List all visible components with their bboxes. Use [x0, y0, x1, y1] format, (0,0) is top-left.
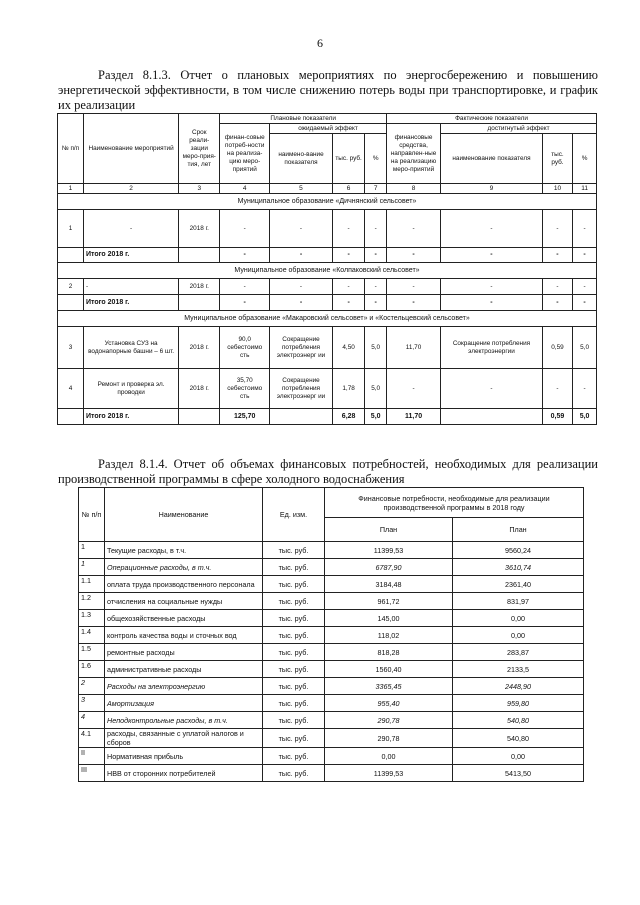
table-row: 3 Установка СУЗ на водонапорные башни – 6 шт. 2018 г. 90,0 себестоимо сть Сокращение потребления электроэнерг ии 4,50 5,0 11,70 Сокращение потребления электроэнергии 0,59 5,0 — [58, 327, 597, 369]
col-fin-plan: финан-совые потреб-ности на реализа-цию меро-приятий — [220, 124, 270, 184]
cell-n: 1.3 — [79, 610, 105, 627]
total-row: Итого 2018 г. - - - - - - - - — [58, 295, 597, 311]
table-row — [79, 695, 584, 712]
cell-unit: тыс. руб. — [263, 610, 325, 627]
idx-cell: 2 — [83, 184, 178, 194]
cell-p1: 145,00 — [325, 610, 453, 627]
cell-name: общехозяйственные расходы — [105, 610, 263, 627]
total-row: Итого 2018 г. 125,70 6,28 5,0 11,70 0,59 5,0 — [58, 409, 597, 425]
cell-p2: 5413,50 — [453, 765, 584, 782]
cell-name: контроль качества воды и сточных вод — [105, 627, 263, 644]
table-row — [79, 593, 584, 610]
col-num: № п/п — [58, 114, 84, 184]
cell-p1: 955,40 — [325, 695, 453, 712]
idx-cell: 10 — [542, 184, 572, 194]
cell-name: Текущие расходы, в т.ч. — [105, 542, 263, 559]
cell-unit: тыс. руб. — [263, 729, 325, 748]
col-ind-name2: наименование показателя — [441, 134, 543, 184]
cell-p2: 3610,74 — [453, 559, 584, 576]
idx-cell: 4 — [220, 184, 270, 194]
cell-n: 3 — [79, 695, 105, 712]
cell-p1: 11399,53 — [325, 765, 453, 782]
cell-p1: 290,78 — [325, 729, 453, 748]
cell-p2: 2448,90 — [453, 678, 584, 695]
table-row — [79, 542, 584, 559]
table-row — [79, 729, 584, 748]
cell-p2: 0,00 — [453, 627, 584, 644]
cell-unit: тыс. руб. — [263, 661, 325, 678]
cell-name: административные расходы — [105, 661, 263, 678]
cell-p2: 9560,24 — [453, 542, 584, 559]
col-thous: тыс. руб. — [332, 134, 364, 184]
section-8-1-4-title: Раздел 8.1.4. Отчет об объемах финансовых потребностей, необходимых для реализации производственной программы в сфере холодного водоснабжения — [58, 457, 598, 486]
table-row — [79, 765, 584, 782]
cell-name: расходы, связанные с уплатой налогов и сборов — [105, 729, 263, 748]
cell-name: Неподконтрольные расходы, в т.ч. — [105, 712, 263, 729]
table-row — [79, 610, 584, 627]
cell-name: Расходы на электроэнергию — [105, 678, 263, 695]
cell-p2: 2361,40 — [453, 576, 584, 593]
cell-name: Нормативная прибыль — [105, 748, 263, 765]
col-plan-1: План — [325, 518, 453, 542]
cell-name: Амортизация — [105, 695, 263, 712]
table-row — [79, 678, 584, 695]
cell-name: Операционные расходы, в т.ч. — [105, 559, 263, 576]
col-term: Срок реали-зации меро-прия-тия, лет — [179, 114, 220, 184]
cell-name: НВВ от сторонних потребителей — [105, 765, 263, 782]
col-unit: Ед. изм. — [263, 488, 325, 542]
cell-p2: 0,00 — [453, 748, 584, 765]
col-fin-actual: финансовые средства, направлен-ные на реализацию меро-приятий — [386, 124, 440, 184]
col-num: № п/п — [79, 488, 105, 542]
cell-p2: 831,97 — [453, 593, 584, 610]
cell-n: II — [79, 748, 105, 765]
cell-p1: 3184,48 — [325, 576, 453, 593]
idx-cell: 1 — [58, 184, 84, 194]
cell-p2: 959,80 — [453, 695, 584, 712]
cell-p1: 3365,45 — [325, 678, 453, 695]
cell-unit: тыс. руб. — [263, 712, 325, 729]
col-pct: % — [365, 134, 387, 184]
cell-p1: 6787,90 — [325, 559, 453, 576]
cell-n: 2 — [79, 678, 105, 695]
expected-effect: ожидаемый эффект — [270, 124, 387, 134]
achieved-effect: достигнутый эффект — [441, 124, 597, 134]
cell-n: III — [79, 765, 105, 782]
energy-measures-table — [57, 113, 597, 425]
cell-p2: 540,80 — [453, 712, 584, 729]
cell-unit: тыс. руб. — [263, 748, 325, 765]
cell-unit: тыс. руб. — [263, 593, 325, 610]
table-row — [79, 576, 584, 593]
cell-p1: 1560,40 — [325, 661, 453, 678]
cell-p2: 540,80 — [453, 729, 584, 748]
table-row — [79, 748, 584, 765]
page-number: 6 — [317, 36, 323, 50]
cell-p2: 0,00 — [453, 610, 584, 627]
total-row: Итого 2018 г. - - - - - - - - — [58, 248, 597, 263]
financial-needs-table — [78, 487, 584, 782]
cell-p1: 961,72 — [325, 593, 453, 610]
idx-cell: 9 — [441, 184, 543, 194]
cell-n: 4.1 — [79, 729, 105, 748]
cell-unit: тыс. руб. — [263, 559, 325, 576]
col-pct2: % — [573, 134, 597, 184]
actual-header: Фактические показатели — [386, 114, 596, 124]
cell-n: 1.1 — [79, 576, 105, 593]
cell-unit: тыс. руб. — [263, 678, 325, 695]
cell-unit: тыс. руб. — [263, 644, 325, 661]
idx-cell: 7 — [365, 184, 387, 194]
cell-n: 1 — [79, 542, 105, 559]
cell-p1: 11399,53 — [325, 542, 453, 559]
planned-header: Плановые показатели — [220, 114, 387, 124]
cell-unit: тыс. руб. — [263, 695, 325, 712]
cell-p1: 118,02 — [325, 627, 453, 644]
col-thous2: тыс. руб. — [542, 134, 572, 184]
cell-name: отчисления на социальные нужды — [105, 593, 263, 610]
idx-cell: 6 — [332, 184, 364, 194]
cell-p1: 818,28 — [325, 644, 453, 661]
municipality-row: Муниципальное образование «Колпаковский сельсовет» — [58, 263, 597, 279]
cell-n: 1.4 — [79, 627, 105, 644]
index-row — [58, 184, 597, 194]
table-row — [79, 627, 584, 644]
table-row — [79, 712, 584, 729]
cell-unit: тыс. руб. — [263, 576, 325, 593]
cell-name: оплата труда производственного персонала — [105, 576, 263, 593]
fin-needs-header: Финансовые потребности, необходимые для реализации производственной программы в 2018 году — [325, 488, 584, 518]
col-name: Наименование — [105, 488, 263, 542]
cell-n: 1 — [79, 559, 105, 576]
section-8-1-3-title: Раздел 8.1.3. Отчет о плановых мероприятиях по энергосбережению и повышению энергетической эффективности, в том числе снижению потерь воды при транспортировке, и график их реализации — [58, 68, 598, 112]
table-row — [79, 644, 584, 661]
municipality-row: Муниципальное образование «Дичнянский сельсовет» — [58, 194, 597, 210]
col-plan-2: План — [453, 518, 584, 542]
col-ind-name: наимено-вание показателя — [270, 134, 333, 184]
cell-n: 1.6 — [79, 661, 105, 678]
cell-n: 1.5 — [79, 644, 105, 661]
cell-p2: 283,87 — [453, 644, 584, 661]
idx-cell: 5 — [270, 184, 333, 194]
cell-unit: тыс. руб. — [263, 765, 325, 782]
table-row — [79, 661, 584, 678]
idx-cell: 8 — [386, 184, 440, 194]
cell-p1: 290,78 — [325, 712, 453, 729]
col-name: Наименование мероприятий — [83, 114, 178, 184]
cell-unit: тыс. руб. — [263, 542, 325, 559]
table-row — [79, 559, 584, 576]
cell-n: 1.2 — [79, 593, 105, 610]
cell-p2: 2133,5 — [453, 661, 584, 678]
table-row: 1 - 2018 г. - - - - - - - - — [58, 210, 597, 248]
table-row: 4 Ремонт и проверка эл. проводки 2018 г. 35,70 себестоимо сть Сокращение потребления электроэнерг ии 1,78 5,0 - - - - — [58, 369, 597, 409]
cell-p1: 0,00 — [325, 748, 453, 765]
idx-cell: 3 — [179, 184, 220, 194]
cell-unit: тыс. руб. — [263, 627, 325, 644]
table-row: 2 - 2018 г. - - - - - - - - — [58, 279, 597, 295]
cell-n: 4 — [79, 712, 105, 729]
idx-cell: 11 — [573, 184, 597, 194]
cell-name: ремонтные расходы — [105, 644, 263, 661]
municipality-row: Муниципальное образование «Макаровский сельсовет» и «Костельцевский сельсовет» — [58, 311, 597, 327]
